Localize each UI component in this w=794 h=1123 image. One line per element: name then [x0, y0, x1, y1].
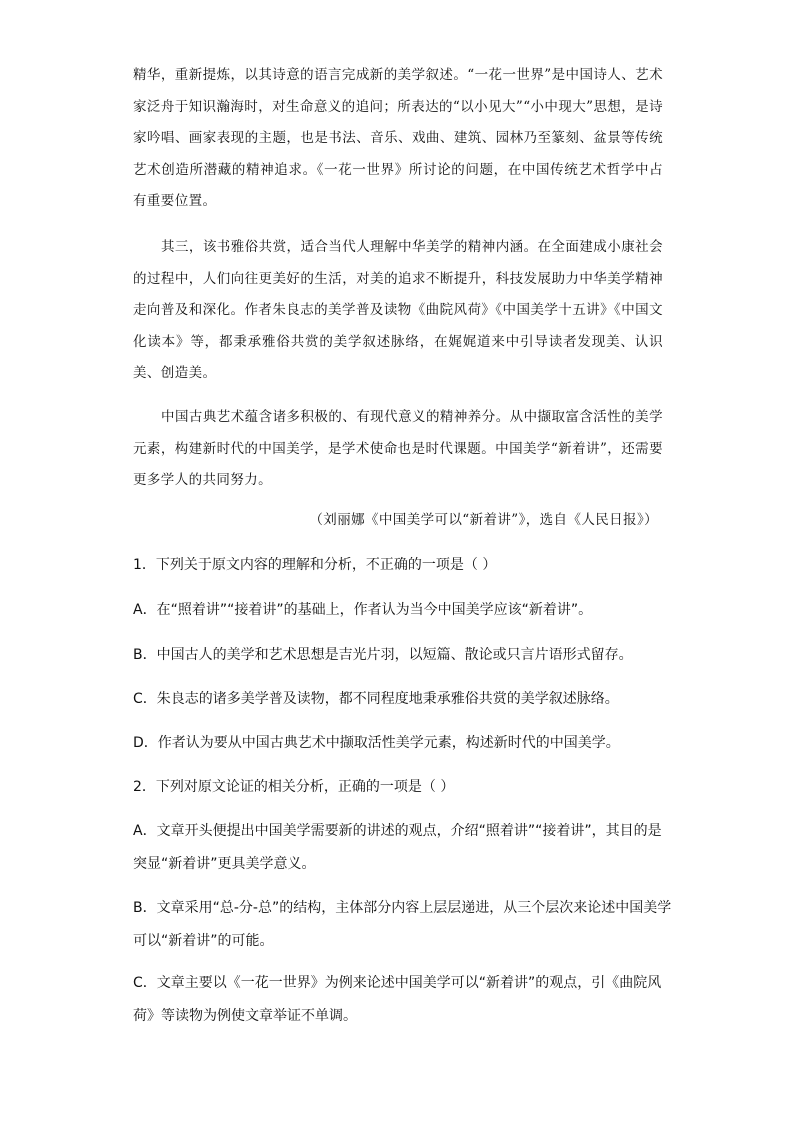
- question-1-option-c: C．朱良志的诸多美学普及读物，都不同程度地秉承雅俗共赏的美学叙述脉络。: [133, 691, 619, 707]
- passage-source: （刘丽娜《中国美学可以“新着讲”》，选自《人民日报》）: [309, 512, 658, 528]
- question-1-option-b: B．中国古人的美学和艺术思想是吉光片羽，以短篇、散论或只言片语形式留存。: [133, 647, 633, 663]
- question-1-option-d: D．作者认为要从中国古典艺术中撷取活性美学元素，构述新时代的中国美学。: [133, 735, 620, 751]
- question-2-option-b: B．文章采用“总-分-总”的结构，主体部分内容上层层递进，从三个层次来论述中国美学可以“新着讲”的可能。: [133, 900, 672, 949]
- question-1-stem: 1．下列关于原文内容的理解和分析，不正确的一项是（ ）: [133, 557, 497, 573]
- passage-paragraph-2: 其三，该书雅俗共赏，适合当代人理解中华美学的精神内涵。在全面建成小康社会的过程中，人们向往更美好的生活，对美的追求不断提升，科技发展助力中华美学精神走向普及和深化。作者朱良志的美学普及读物《曲院风荷》《中国美学十五讲》《中国文化读本》等，都秉承雅俗共赏的美学叙述脉络，在娓娓道来中引导读者发现美、认识美、创造美。: [133, 239, 663, 381]
- question-2-stem: 2．下列对原文论证的相关分析，正确的一项是（ ）: [133, 779, 455, 795]
- question-1-option-a: A．在“照着讲”“接着讲”的基础上，作者认为当今中国美学应该“新着讲”。: [133, 602, 593, 618]
- passage-paragraph-1: 精华，重新提炼，以其诗意的语言完成新的美学叙述。“一花一世界”是中国诗人、艺术家泛舟于知识瀚海时，对生命意义的追问；所表达的“以小见大”“小中现大”思想，是诗家吟唱、画家表现的主题，也是书法、音乐、戏曲、建筑、园林乃至篆刻、盆景等传统艺术创造所潜藏的精神追求。《一花一世界》所讨论的问题，在中国传统艺术哲学中占有重要位置。: [133, 67, 663, 209]
- question-2-option-c: C．文章主要以《一花一世界》为例来论述中国美学可以“新着讲”的观点，引《曲院风荷》等读物为例使文章举证不单调。: [133, 975, 662, 1024]
- passage-paragraph-3: 中国古典艺术蕴含诸多积极的、有现代意义的精神养分。从中撷取富含活性的美学元素，构建新时代的中国美学，是学术使命也是时代课题。中国美学“新着讲”，还需要更多学人的共同努力。: [133, 409, 663, 488]
- question-2-option-a: A．文章开头便提出中国美学需要新的讲述的观点，介绍“照着讲”“接着讲”，其目的是突显“新着讲”更具美学意义。: [133, 823, 662, 872]
